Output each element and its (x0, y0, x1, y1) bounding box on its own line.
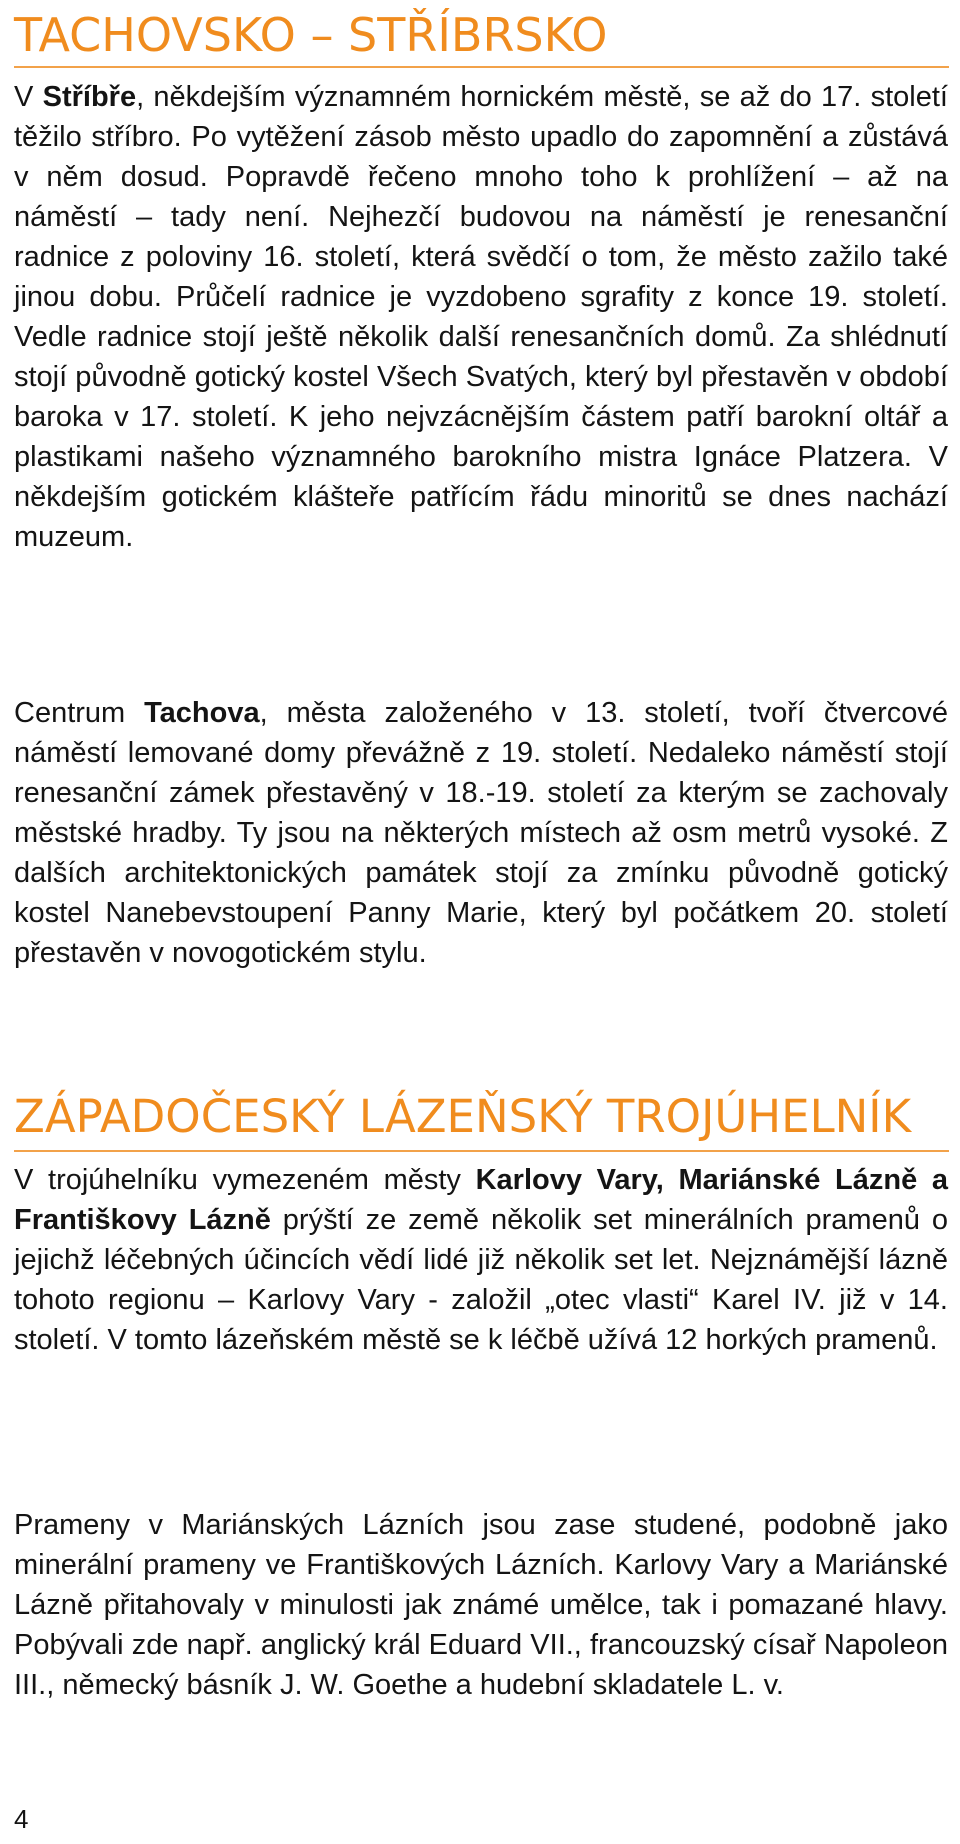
paragraph-tachov (14, 693, 948, 973)
paragraph-trojuhelnik (14, 1160, 948, 1360)
paragraph-text: , města založeného v 13. století, tvoří čtvercové náměstí lemované domy převážně z 19. století. Nedaleko náměstí stojí renesanční zámek přestavěný v 18.-19. století za kterým se zachovaly městské hradby. Ty jsou na některých místech až osm metrů vysoké. Z dalších architektonických památek stojí za zmínku původně gotický kostel Nanebevstoupení Panny Marie, který byl počátkem 20. století přestavěn v novogotickém stylu. (14, 697, 949, 969)
paragraph-prameny: Prameny v Mariánských Lázních jsou zase studené, podobně jako minerální prameny ve Františkových Lázních. Karlovy Vary a Mariánské Lázně přitahovaly v minulosti jak známé umělce, tak i pomazané hlavy. Pobývali zde např. anglický král Eduard VII., francouzský císař Napoleon III., německý básník J. W. Goethe a hudební skladatele L. v. (14, 1509, 948, 1701)
paragraph-stribro (14, 77, 948, 557)
heading-lazensky-trojuhelnik: ZÁPADOČESKÝ LÁZEŇSKÝ TROJÚHELNÍK (14, 1090, 912, 1143)
bold-place-names: Karlovy Vary, Mariánské Lázně a Františkovy Lázně (14, 1164, 948, 1236)
paragraph-text: Centrum (14, 697, 145, 729)
heading-tachovsko-stribrsko: TACHOVSKO – STŘÍBRSKO (14, 8, 608, 62)
paragraph-text: prýští ze země několik set minerálních pramenů o jejichž léčebných účincích vědí lidé již několik set let. Nejznámější lázně tohoto regionu – Karlovy Vary - založil „otec vlasti“ Karel IV. již v 14. století. V tomto lázeňském městě se k léčbě užívá 12 horkých pramenů. (14, 1204, 949, 1356)
paragraph-text: V trojúhelníku vymezeném městy (14, 1164, 476, 1196)
page-number: 4 (14, 1804, 29, 1834)
heading-underline (14, 66, 949, 68)
heading-underline (14, 1150, 949, 1152)
paragraph-text: V (14, 81, 43, 113)
bold-place-name: Stříbře (42, 81, 137, 113)
bold-place-name: Tachova (144, 697, 260, 729)
paragraph-text: , někdejším významném hornickém městě, se až do 17. století těžilo stříbro. Po vytěžení zásob město upadlo do zapomnění a zůstává v něm dosud. Popravdě řečeno mnoho toho k prohlížení – až na náměstí – tady není. Nejhezčí budovou na náměstí je renesanční radnice z poloviny 16. století, která svědčí o tom, že město zažilo také jinou dobu. Průčelí radnice je vyzdobeno sgrafity z konce 19. století. Vedle radnice stojí ještě několik další renesančních domů. Za shlédnutí stojí původně gotický kostel Všech Svatých, který byl přestavěn v období baroka v 17. století. K jeho nejvzácnějším částem patří barokní oltář a plastikami našeho významného barokního mistra Ignáce Platzera. V někdejším gotickém klášteře patřícím řádu minoritů se dnes nachází muzeum. (14, 81, 948, 553)
